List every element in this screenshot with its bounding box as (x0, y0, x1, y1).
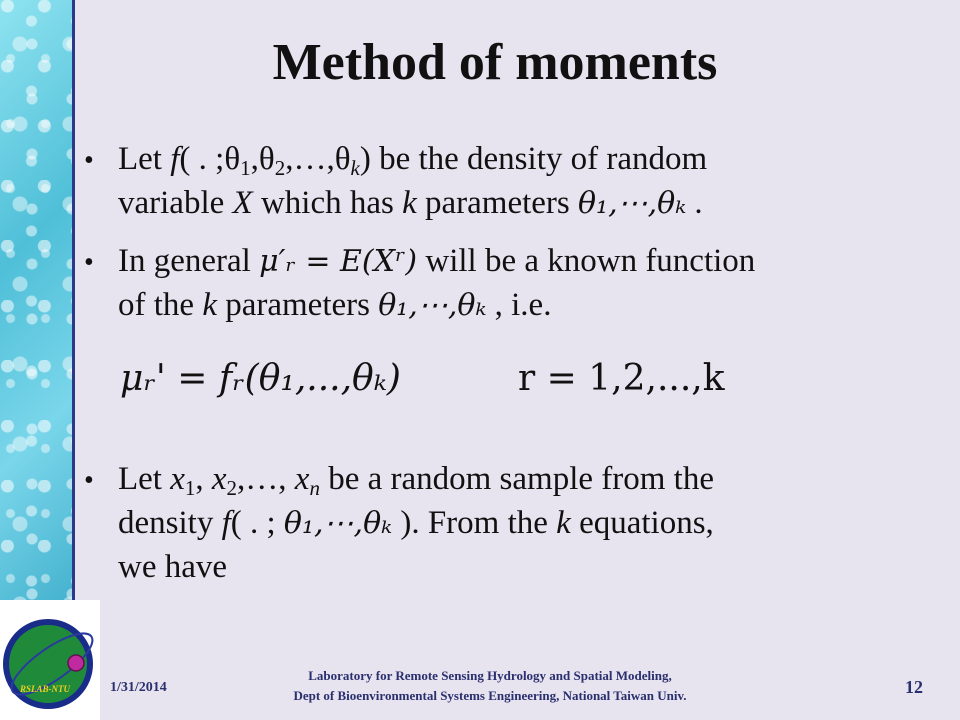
rslab-logo (0, 600, 100, 720)
logo-text: RSLAB-NTU (20, 684, 71, 694)
page-number: 12 (905, 677, 923, 697)
footer-lab-line2: Dept of Bioenvironmental Systems Engineering, National Taiwan Univ. (293, 688, 687, 703)
bullet-dot: • (84, 465, 94, 496)
bullet-line: variable X which has k parameters θ₁,⋯,θₖ . (118, 185, 703, 221)
bullet-dot: • (84, 247, 94, 278)
bullet-dot: • (84, 145, 94, 176)
bullet-line: of the k parameters θ₁,⋯,θₖ , i.e. (118, 287, 552, 323)
bullet-item-2 (118, 242, 928, 330)
footer-lab-info (280, 666, 700, 706)
bullet-line: density f( . ; θ₁,⋯,θₖ ). From the k equations, (118, 505, 714, 541)
footer-lab-line1: Laboratory for Remote Sensing Hydrology and Spatial Modeling, (308, 668, 672, 683)
strip-divider-line (72, 0, 75, 600)
bullet-item-1 (118, 140, 928, 228)
decorative-water-strip (0, 0, 74, 600)
footer-date: 1/31/2014 (110, 680, 167, 695)
equation-index-range: r = 1,2,...,k (518, 358, 725, 399)
slide-title: Method of moments (272, 34, 718, 91)
math-expression: θ₁,⋯,θₖ (578, 186, 687, 221)
equation-moment-function: μᵣ' = fᵣ(θ₁,...,θₖ) (120, 358, 401, 399)
bullet-item-3 (118, 460, 928, 592)
bullet-line: Let f( . $;\theta_1,\theta_2,\dots,\theta_k$) be the density of random (118, 141, 708, 180)
math-expression: μ′ᵣ = E(Xʳ) (259, 244, 418, 279)
bullet-line: In general μ′ᵣ = E(Xʳ) will be a known function (118, 243, 756, 279)
bullet-line: we have (118, 549, 228, 585)
bullet-line: Let $x_1$, $x_2,\dots$, $x_n$ be a random sample from the (118, 461, 714, 500)
math-expression: θ₁,⋯,θₖ (378, 288, 487, 323)
math-expression: θ₁,⋯,θₖ (283, 506, 393, 541)
